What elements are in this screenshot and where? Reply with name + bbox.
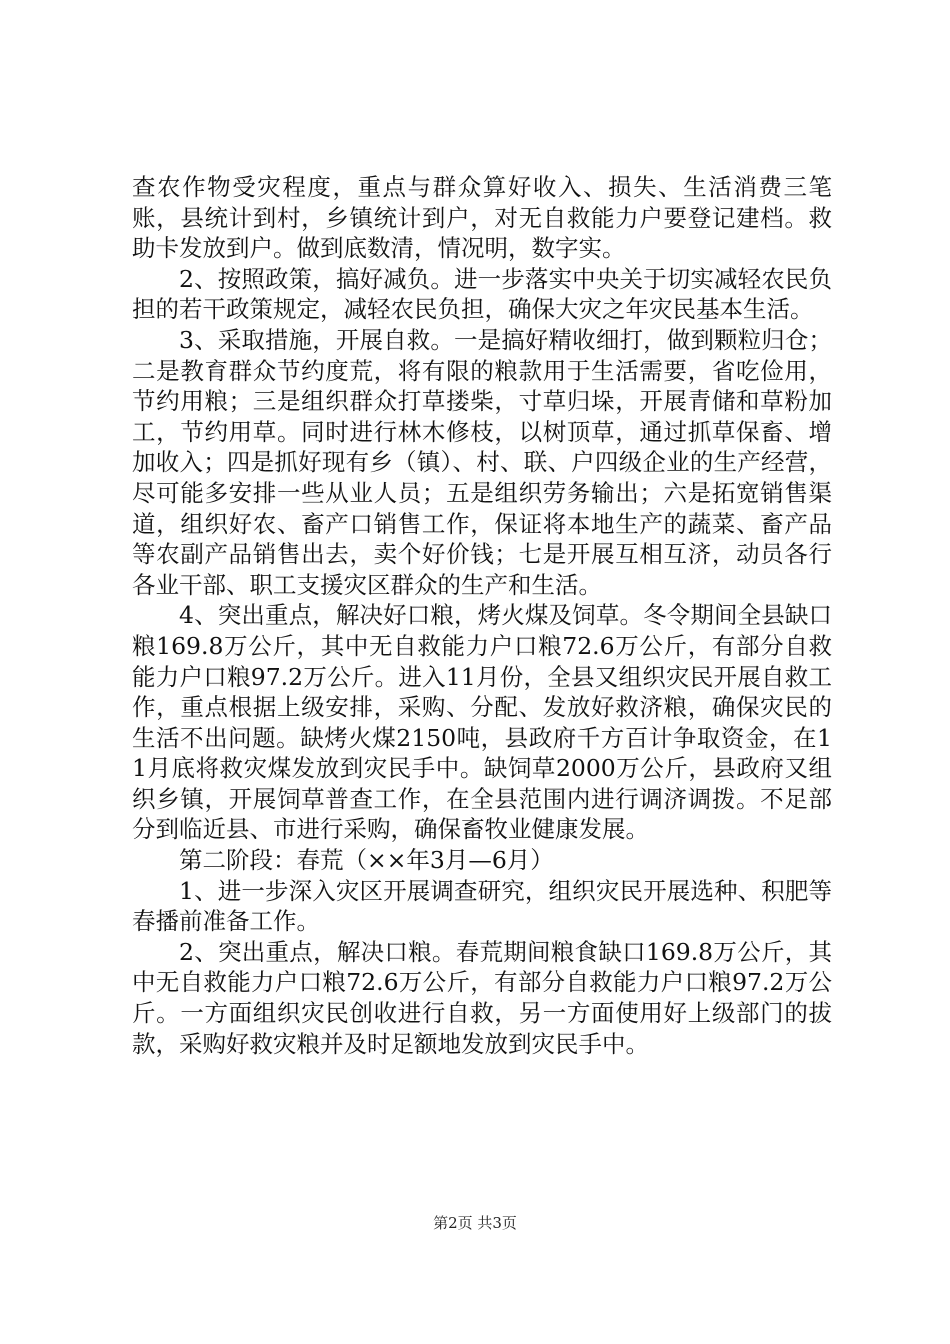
paragraph-key-supplies: 4、突出重点，解决好口粮，烤火煤及饲草。冬令期间全县缺口粮169.8万公斤，其中无自救能力户口粮72.6万公斤，有部分自救能力户口粮97.2万公斤。进入11月份，全县又组织灾民开展自救工作，重点根据上级安排，采购、分配、发放好救济粮，确保灾民的生活不出问题。缺烤火煤2150吨，县政府千方百计争取资金，在11月底将救灾煤发放到灾民手中。缺饲草2000万公斤，县政府又组织乡镇，开展饲草普查工作，在全县范围内进行调济调拨。不足部分到临近县、市进行采购，确保畜牧业健康发展。 — [132, 601, 832, 844]
paragraph-food-rations: 2、突出重点，解决口粮。春荒期间粮食缺口169.8万公斤，其中无自救能力户口粮72.6万公斤，有部分自救能力户口粮97.2万公斤。一方面组织灾民创收进行自救，另一方面使用好上级部门的拔款，采购好救灾粮并及时足额地发放到灾民手中。 — [132, 937, 832, 1058]
paragraph-self-rescue: 3、采取措施，开展自救。一是搞好精收细打，做到颗粒归仓；二是教育群众节约度荒，将有限的粮款用于生活需要，省吃俭用，节约用粮；三是组织群众打草搂柴，寸草归垛，开展青储和草粉加工，节约用草。同时进行林木修枝，以树顶草，通过抓草保畜、增加收入；四是抓好现有乡（镇）、村、联、户四级企业的生产经营，尽可能多安排一些从业人员；五是组织劳务输出；六是拓宽销售渠道，组织好农、畜产口销售工作，保证将本地生产的蔬菜、畜产品等农副产品销售出去，卖个好价钱；七是开展互相互济，动员各行各业干部、职工支援灾区群众的生产和生活。 — [132, 325, 832, 599]
page-footer: 第2页 共3页 — [433, 1214, 517, 1232]
paragraph-reduce-burden: 2、按照政策，搞好减负。进一步落实中央关于切实减轻农民负担的若干政策规定，减轻农民负担，确保大灾之年灾民基本生活。 — [132, 264, 832, 324]
section-heading-spring-famine: 第二阶段：春荒（××年3月—6月） — [179, 846, 554, 875]
document-body — [132, 172, 832, 1059]
paragraph-continuation: 查农作物受灾程度，重点与群众算好收入、损失、生活消费三笔账，县统计到村，乡镇统计到户，对无自救能力户要登记建档。救助卡发放到户。做到底数清，情况明，数字实。 — [132, 173, 832, 263]
paragraph-investigation: 1、进一步深入灾区开展调查研究，组织灾民开展选种、积肥等春播前准备工作。 — [132, 876, 832, 936]
